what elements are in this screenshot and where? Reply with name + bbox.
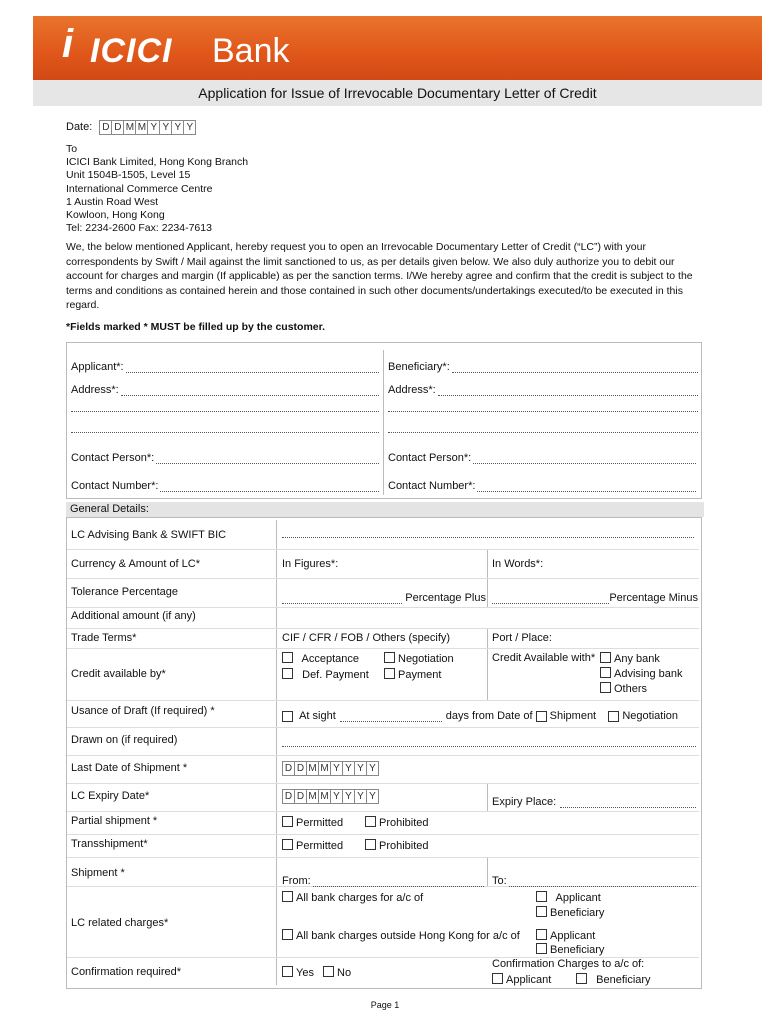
advising-bank-field[interactable] [282, 537, 694, 538]
partial-prohibited-option[interactable]: Prohibited [365, 816, 429, 829]
checkbox[interactable] [384, 652, 395, 663]
intro-paragraph: We, the below mentioned Applicant, hereby request you to open an Irrevocable Documentary Letter of Credit (“LC”) with your correspondents by Swift / Mail against the limit sanctioned to us, as per details given below. We also duly authorize you to debit our account for charges and margin (If applicable) as per the sanction terms. I/We hereby agree and confirm that the credit is subject to the terms and conditions as contained herein and those contained in such other documents/undertakings executed/to be executed in this regard. [66, 241, 693, 311]
confirmation-no-option[interactable]: No [323, 966, 351, 979]
transshipment-label: Transshipment* [71, 838, 148, 850]
confirmation-applicant-option[interactable]: Applicant [492, 973, 551, 986]
checkbox[interactable] [282, 652, 293, 663]
checkbox[interactable] [600, 652, 611, 663]
additional-amount-label: Additional amount (if any) [71, 610, 196, 622]
date-row [66, 120, 196, 135]
page-number: Page 1 [370, 1000, 400, 1010]
trans-prohibited-option[interactable]: Prohibited [365, 839, 429, 852]
partial-shipment-label: Partial shipment * [71, 815, 158, 827]
applicant-address-line[interactable] [71, 432, 379, 433]
lc-charges-label: LC related charges* [71, 917, 169, 929]
expiry-date-input[interactable]: D D M M Y Y Y Y [282, 789, 379, 804]
charges-applicant-option[interactable]: Applicant [536, 891, 601, 904]
at-sight-checkbox[interactable] [282, 711, 293, 722]
confirmation-label: Confirmation required* [71, 966, 182, 978]
beneficiary-contact-person-field[interactable]: Contact Person*: [388, 452, 696, 464]
partial-permitted-option[interactable]: Permitted [282, 816, 343, 829]
usance-field[interactable]: At sight days from Date of Shipment Negotiation [282, 710, 698, 722]
checkbox[interactable] [282, 966, 293, 977]
mandatory-note: *Fields marked * MUST be filled up by the customer. [66, 321, 326, 333]
checkbox[interactable] [492, 973, 503, 984]
checkbox[interactable] [282, 929, 293, 940]
checkbox[interactable] [365, 816, 376, 827]
bank-address: To ICICI Bank Limited, Hong Kong Branch Unit 1504B-1505, Level 15 International Commerce Centre 1 Austin Road West Kowloon, Hong Kong Tel: 2234-2600 Fax: 2234-7613 [66, 143, 249, 235]
credit-available-with-label: Credit Available with* [492, 652, 596, 664]
bank-logo [62, 22, 322, 78]
last-shipment-label: Last Date of Shipment * [71, 762, 188, 774]
date-input[interactable]: D D M M Y Y Y Y [99, 120, 196, 135]
expiry-place-field[interactable]: Expiry Place: [492, 796, 696, 808]
advising-bank-label: LC Advising Bank & SWIFT BIC [71, 529, 227, 541]
date-label: Date: [66, 121, 93, 133]
beneficiary-field[interactable]: Beneficiary*: [388, 361, 698, 373]
acceptance-option[interactable]: Acceptance [282, 652, 359, 665]
confirmation-yes-option[interactable]: Yes [282, 966, 314, 979]
any-bank-option[interactable]: Any bank [600, 652, 660, 665]
beneficiary-address-line[interactable] [388, 411, 698, 412]
shipment-from-field[interactable]: From: [282, 875, 484, 887]
currency-label: Currency & Amount of LC* [71, 558, 201, 570]
checkbox[interactable] [536, 929, 547, 940]
checkbox[interactable] [536, 891, 547, 902]
port-place-field[interactable]: Port / Place: [492, 632, 552, 644]
tolerance-minus-field[interactable]: Percentage Minus [492, 592, 698, 604]
last-shipment-date-input[interactable]: D D M M Y Y Y Y [282, 761, 379, 776]
charges-beneficiary-option[interactable]: Beneficiary [536, 906, 604, 919]
advising-bank-option[interactable]: Advising bank [600, 667, 683, 680]
applicant-contact-person-field[interactable]: Contact Person*: [71, 452, 379, 464]
drawn-on-field[interactable] [282, 746, 696, 747]
amount-words-field[interactable]: In Words*: [492, 558, 544, 570]
outside-applicant-option[interactable]: Applicant [536, 929, 595, 942]
beneficiary-address-line[interactable] [388, 432, 698, 433]
checkbox[interactable] [282, 668, 293, 679]
shipment-checkbox[interactable] [536, 711, 547, 722]
checkbox[interactable] [576, 973, 587, 984]
applicant-address-field[interactable]: Address*: [71, 384, 379, 396]
expiry-date-label: LC Expiry Date* [71, 790, 150, 802]
checkbox[interactable] [282, 839, 293, 850]
shipment-label: Shipment * [71, 867, 125, 879]
checkbox[interactable] [536, 906, 547, 917]
logo-icici: ICICI [90, 32, 173, 70]
form-title: Application for Issue of Irrevocable Documentary Letter of Credit [198, 85, 597, 101]
applicant-field[interactable]: Applicant*: [71, 361, 379, 373]
confirmation-charges-label: Confirmation Charges to a/c of: [492, 958, 645, 970]
checkbox[interactable] [282, 816, 293, 827]
beneficiary-contact-number-field[interactable]: Contact Number*: [388, 480, 696, 492]
tolerance-label: Tolerance Percentage [71, 586, 179, 598]
shipment-to-field[interactable]: To: [492, 875, 696, 887]
incoterms-field[interactable]: CIF / CFR / FOB / Others (specify) [282, 632, 451, 644]
def-payment-option[interactable]: Def. Payment [282, 668, 369, 681]
negotiation-checkbox[interactable] [608, 711, 619, 722]
charges-outside-option[interactable]: All bank charges outside Hong Kong for a/c of [282, 929, 520, 942]
logo-bank: Bank [212, 32, 290, 70]
usance-label: Usance of Draft (If required) * [71, 705, 215, 717]
checkbox[interactable] [600, 682, 611, 693]
credit-available-label: Credit available by* [71, 668, 166, 680]
logo-i: i [62, 22, 74, 66]
trade-terms-label: Trade Terms* [71, 632, 137, 644]
applicant-address-line[interactable] [71, 411, 379, 412]
general-details-header: General Details: [66, 502, 704, 517]
checkbox[interactable] [323, 966, 334, 977]
amount-figures-field[interactable]: In Figures*: [282, 558, 339, 570]
drawn-on-label: Drawn on (if required) [71, 734, 178, 746]
payment-option[interactable]: Payment [384, 668, 441, 681]
confirmation-beneficiary-option[interactable]: Beneficiary [576, 973, 651, 986]
outside-beneficiary-option[interactable]: Beneficiary [536, 943, 604, 956]
charges-ac-option[interactable]: All bank charges for a/c of [282, 891, 423, 904]
beneficiary-address-field[interactable]: Address*: [388, 384, 698, 396]
checkbox[interactable] [282, 891, 293, 902]
trans-permitted-option[interactable]: Permitted [282, 839, 343, 852]
checkbox[interactable] [384, 668, 395, 679]
others-option[interactable]: Others [600, 682, 647, 695]
checkbox[interactable] [600, 667, 611, 678]
applicant-contact-number-field[interactable]: Contact Number*: [71, 480, 379, 492]
tolerance-plus-field[interactable]: Percentage Plus [282, 592, 486, 604]
checkbox[interactable] [365, 839, 376, 850]
checkbox[interactable] [536, 943, 547, 954]
negotiation-option[interactable]: Negotiation [384, 652, 454, 665]
